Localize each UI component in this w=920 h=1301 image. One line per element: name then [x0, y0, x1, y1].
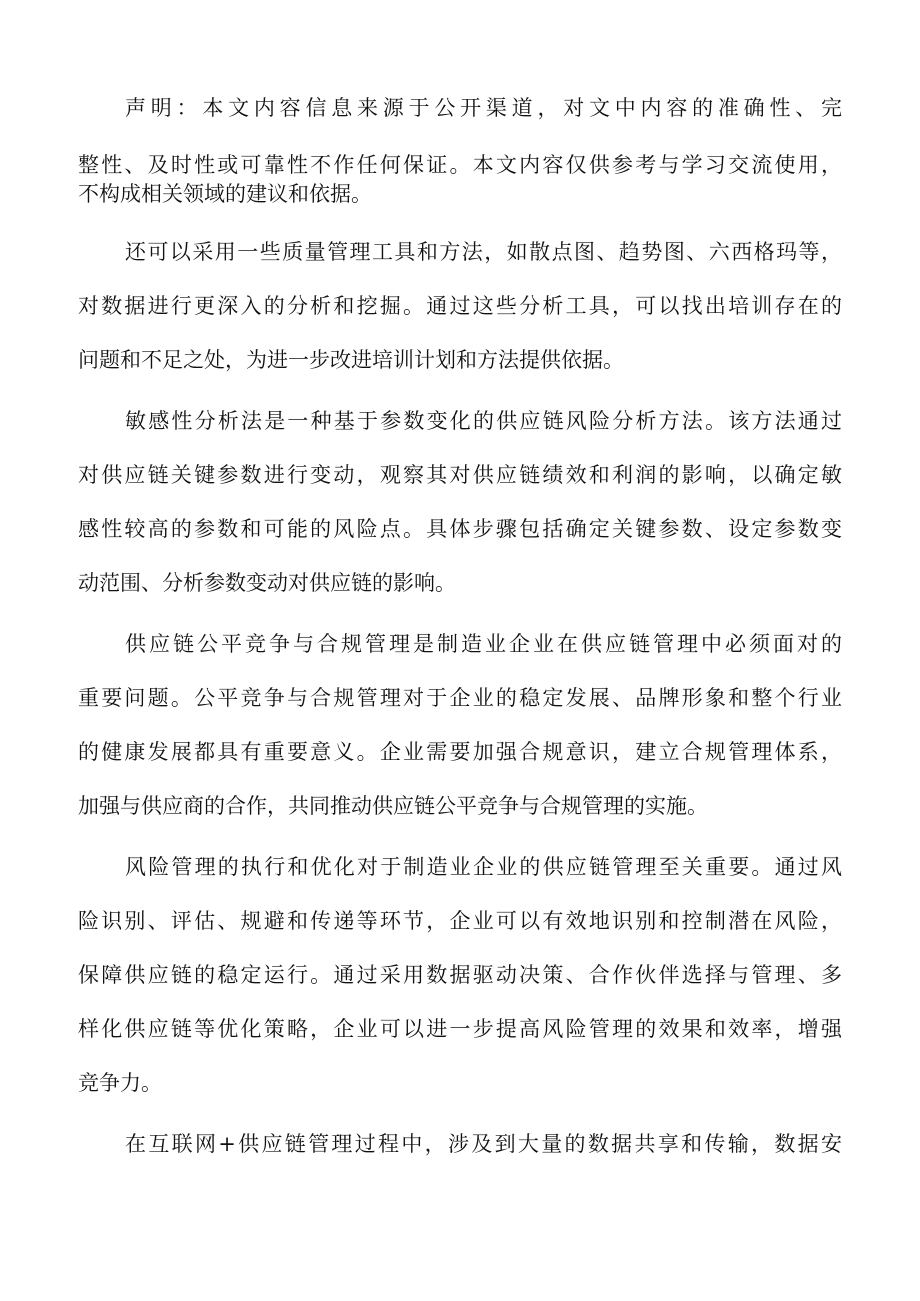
disclaimer-line-3: 不构成相关领域的建议和依据。	[78, 182, 372, 206]
paragraph-2-line-3: 感性较高的参数和可能的风险点。具体步骤包括确定关键参数、设定参数变	[78, 517, 842, 541]
paragraph-1-line-2: 对数据进行更深入的分析和挖掘。通过这些分析工具，可以找出培训存在的	[78, 294, 842, 318]
paragraph-1-line-3: 问题和不足之处，为进一步改进培训计划和方法提供依据。	[78, 348, 624, 372]
paragraph-2-line-1: 敏感性分析法是一种基于参数变化的供应链风险分析方法。该方法通过	[125, 409, 842, 433]
paragraph-4-line-5: 竞争力。	[78, 1071, 162, 1095]
paragraph-4-line-1: 风险管理的执行和优化对于制造业企业的供应链管理至关重要。通过风	[125, 855, 842, 879]
paragraph-3-line-3: 的健康发展都具有重要意义。企业需要加强合规意识，建立合规管理体系，	[78, 740, 842, 764]
paragraph-3-line-4: 加强与供应商的合作，共同推动供应链公平竞争与合规管理的实施。	[78, 794, 708, 818]
paragraph-1-line-1: 还可以采用一些质量管理工具和方法，如散点图、趋势图、六西格玛等，	[125, 240, 842, 264]
paragraph-4-line-3: 保障供应链的稳定运行。通过采用数据驱动决策、合作伙伴选择与管理、多	[78, 963, 842, 987]
paragraph-2-line-2: 对供应链关键参数进行变动，观察其对供应链绩效和利润的影响，以确定敏	[78, 463, 842, 487]
disclaimer-line-2: 整性、及时性或可靠性不作任何保证。本文内容仅供参考与学习交流使用，	[78, 153, 842, 177]
paragraph-4-line-4: 样化供应链等优化策略，企业可以进一步提高风险管理的效果和效率，增强	[78, 1017, 842, 1041]
paragraph-3-line-2: 重要问题。公平竞争与合规管理对于企业的稳定发展、品牌形象和整个行业	[78, 686, 842, 710]
paragraph-3-line-1: 供应链公平竞争与合规管理是制造业企业在供应链管理中必须面对的	[125, 632, 842, 656]
paragraph-4-line-2: 险识别、评估、规避和传递等环节，企业可以有效地识别和控制潜在风险，	[78, 909, 842, 933]
disclaimer-line-1: 声明：本文内容信息来源于公开渠道，对文中内容的准确性、完	[125, 96, 842, 120]
paragraph-2-line-4: 动范围、分析参数变动对供应链的影响。	[78, 571, 456, 595]
paragraph-5-line-1: 在互联网+供应链管理过程中，涉及到大量的数据共享和传输，数据安	[125, 1132, 842, 1156]
